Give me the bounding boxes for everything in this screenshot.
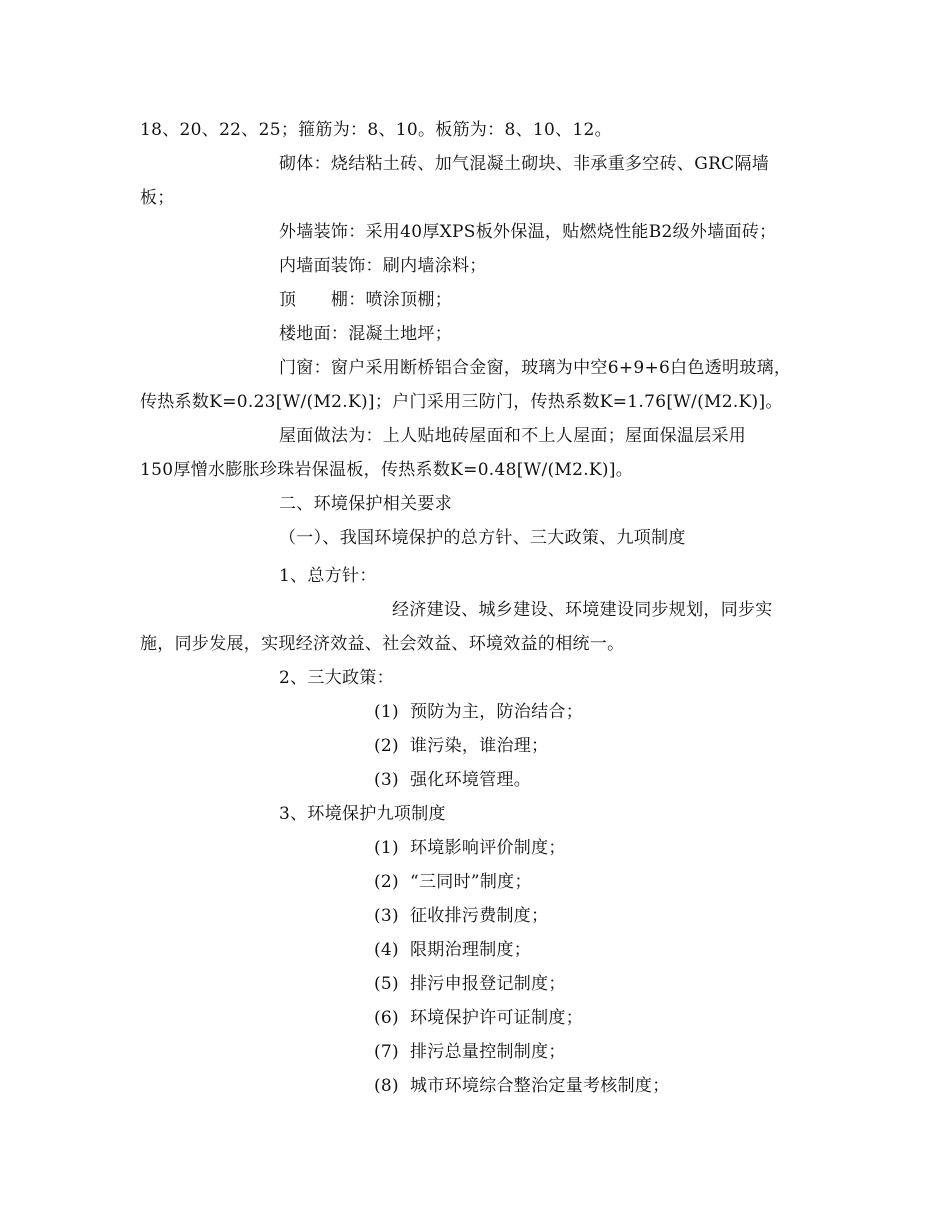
list-item-number: (5) (374, 974, 399, 994)
list-item-number: (6) (374, 1008, 399, 1028)
list-item (374, 870, 532, 894)
list-item-number: (2) (374, 872, 399, 892)
subsection-heading-policy: （一）、我国环境保护的总方针、三大政策、九项制度 (279, 528, 686, 548)
list-item-number: (1) (374, 702, 399, 722)
list-item (374, 1040, 566, 1064)
paragraph-masonry-cont: 板； (140, 188, 175, 208)
list-item-text: 环境影响评价制度； (410, 838, 566, 858)
list-item-number: (8) (374, 1076, 399, 1096)
list-item-number: (4) (374, 940, 399, 960)
list-item-text: 排污总量控制制度； (410, 1042, 566, 1062)
list-item (374, 1074, 670, 1098)
section-heading-environment: 二、环境保护相关要求 (279, 494, 452, 514)
list-item (374, 836, 566, 860)
list-item-text: 谁污染，谁治理； (410, 736, 549, 756)
list-item (374, 938, 531, 962)
paragraph-exterior-wall: 外墙装饰：采用40厚XPS板外保温，贴燃烧性能B2级外墙面砖； (279, 222, 777, 242)
list-item-text: 征收排污费制度； (410, 906, 549, 926)
list-item-text: 预防为主，防治结合； (410, 702, 583, 722)
list-item-text: 排污申报登记制度； (410, 974, 566, 994)
list-item-text: 限期治理制度； (410, 940, 532, 960)
list-item (374, 972, 566, 996)
list-item-number: (1) (374, 838, 399, 858)
paragraph-floor: 楼地面：混凝土地坪； (279, 324, 452, 344)
list-item-text: 城市环境综合整治定量考核制度； (410, 1076, 670, 1096)
list-item (374, 734, 548, 758)
paragraph-roof: 屋面做法为：上人贴地砖屋面和不上人屋面；屋面保温层采用 (279, 426, 747, 446)
paragraph-general-principle-cont: 施，同步发展，实现经济效益、社会效益、环境效益的相统一。 (140, 634, 625, 654)
list-item-number: (3) (374, 906, 399, 926)
paragraph-doors-windows: 门窗：窗户采用断桥铝合金窗，玻璃为中空6+9+6白色透明玻璃， (279, 358, 792, 378)
paragraph-ceiling: 顶 棚：喷涂顶棚； (279, 290, 452, 310)
list-item (374, 904, 548, 928)
list-item-text: 环境保护许可证制度； (410, 1008, 583, 1028)
item-nine-systems: 3、环境保护九项制度 (279, 804, 446, 824)
list-item (374, 1006, 583, 1030)
paragraph-doors-windows-cont: 传热系数K=0.23[W/(M2.K)]；户门采用三防门，传热系数K=1.76[W/(M2.K)]。 (140, 392, 783, 412)
paragraph-masonry: 砌体：烧结粘土砖、加气混凝土砌块、非承重多空砖、GRC隔墙 (279, 154, 770, 174)
paragraph-rebar-sizes: 18、20、22、25；箍筋为：8、10。板筋为：8、10、12。 (140, 120, 612, 140)
list-item-number: (3) (374, 770, 399, 790)
list-item (374, 700, 583, 724)
paragraph-interior-wall: 内墙面装饰：刷内墙涂料； (279, 256, 487, 276)
list-item-text: 强化环境管理。 (410, 770, 532, 790)
list-item-number: (7) (374, 1042, 399, 1062)
item-general-principle: 1、总方针： (279, 566, 377, 586)
list-item-text: “三同时”制度； (410, 872, 532, 892)
item-three-policies: 2、三大政策： (279, 668, 394, 688)
paragraph-general-principle: 经济建设、城乡建设、环境建设同步规划，同步实 (392, 600, 773, 620)
list-item-number: (2) (374, 736, 399, 756)
paragraph-roof-cont: 150厚憎水膨胀珍珠岩保温板，传热系数K=0.48[W/(M2.K)]。 (140, 460, 634, 480)
list-item (374, 768, 531, 792)
